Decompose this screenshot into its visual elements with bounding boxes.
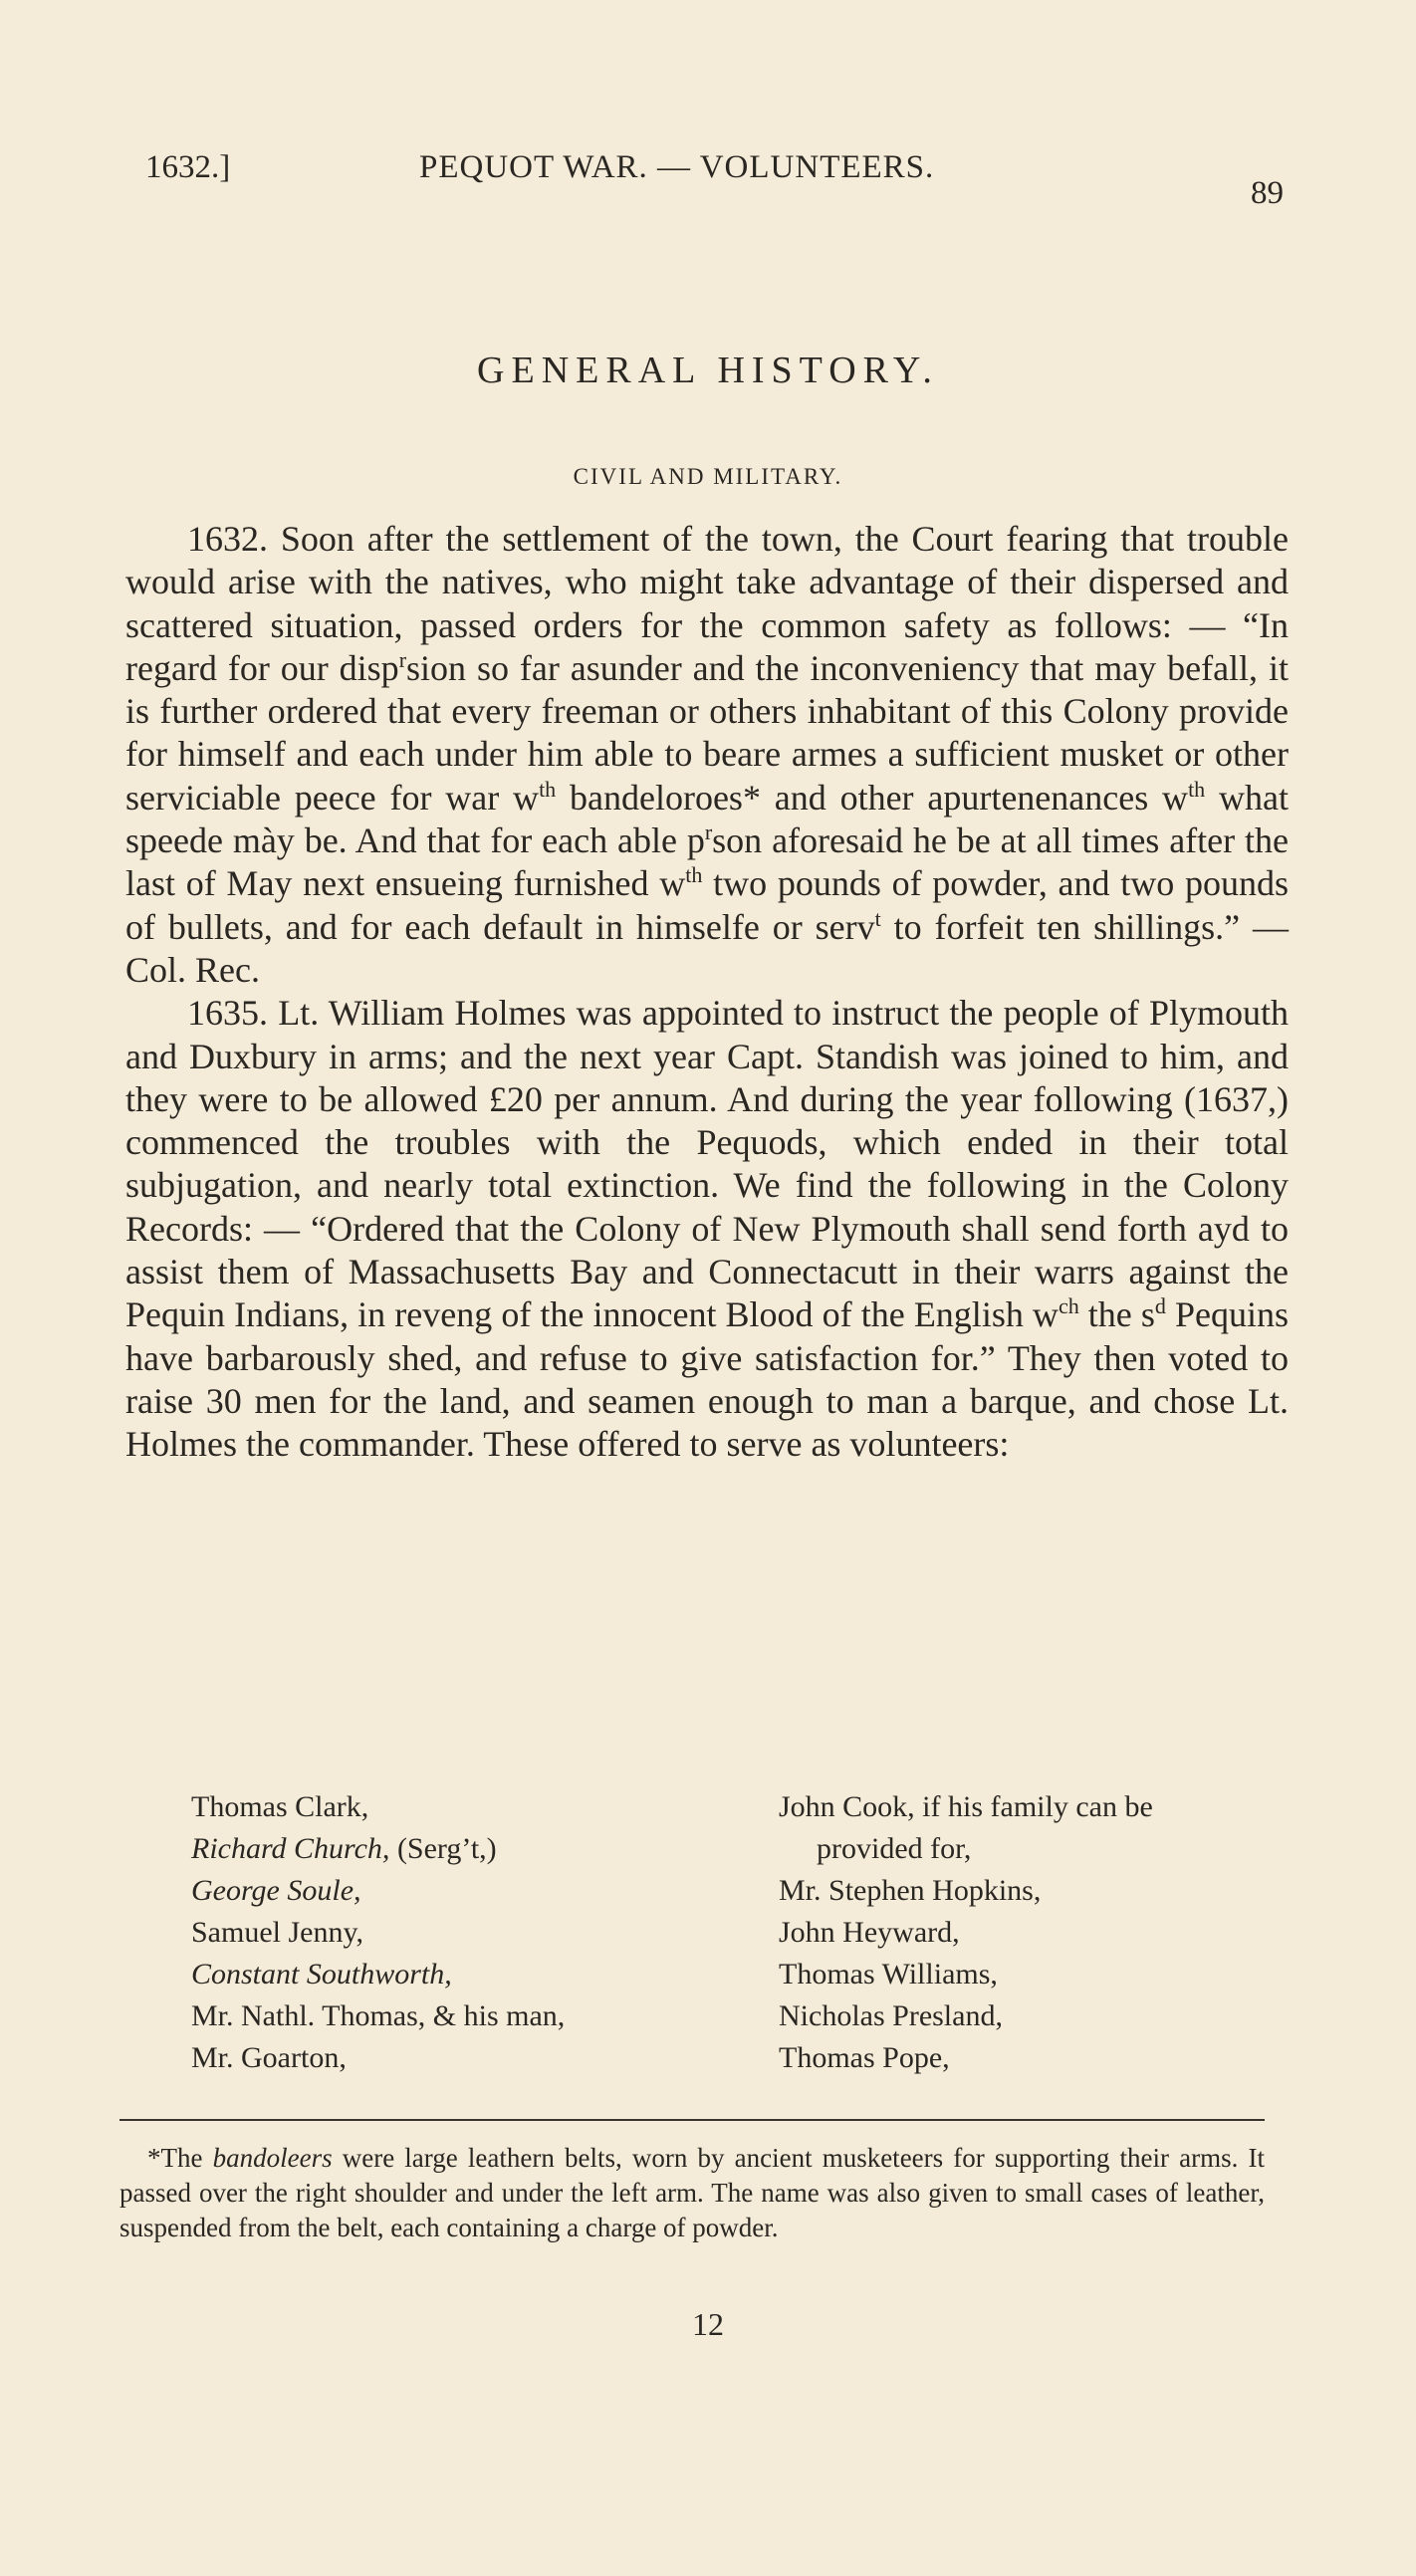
volunteer-name: Thomas Pope, <box>779 2041 950 2074</box>
volunteer-column-left <box>191 1786 749 2079</box>
running-head <box>145 149 1300 209</box>
volunteer-rank: (Serg’t,) <box>389 1832 497 1865</box>
superscript: r <box>398 646 407 672</box>
running-head-year: 1632.] <box>145 149 231 185</box>
paragraph-year: 1632. <box>187 519 268 559</box>
footnote-divider <box>119 2119 1265 2121</box>
volunteer-name: John Cook, if his family can be <box>779 1790 1153 1823</box>
paragraph-text: bandeloroes* and other apurtenenances w <box>556 777 1189 818</box>
superscript: t <box>874 905 881 931</box>
volunteer-name: George Soule, <box>191 1874 361 1907</box>
paragraph-1632 <box>125 518 1289 992</box>
running-head-title: PEQUOT WAR. — VOLUNTEERS. <box>419 149 935 185</box>
footnote <box>119 2141 1265 2245</box>
superscript: th <box>1188 776 1206 802</box>
paragraph-text: to forfeit ten shillings.” — Col. Rec. <box>125 906 1290 990</box>
paragraph-text: Lt. William Holmes was appointed to instruct the people of Plymouth and Duxbury in arms; and the next year Capt. Standish was joined to him, and they were to be allowed £20 per annum. And during the year following (1637,) commenced the troubles with the Pequods, which ended in their total subjugation, and nearly total extinction. We find the following in the Colony Records: — “Ordered that the Colony of New Plymouth shall send forth ayd to assist them of Massachusetts Bay and Connectacutt in their warrs against the Pequin Indians, in reveng of the innocent Blood of the English w <box>125 993 1289 1335</box>
paragraph-1635 <box>125 992 1289 1466</box>
superscript: ch <box>1058 1293 1079 1319</box>
volunteer-name: Mr. Nathl. Thomas, & his man, <box>191 1999 566 2032</box>
volunteer-name-italic: Richard Church, <box>191 1832 390 1865</box>
volunteer-name: Constant Southworth, <box>191 1958 452 1991</box>
body-text <box>125 518 1289 1467</box>
volunteer-name-continuation: provided for, <box>817 1832 972 1865</box>
section-title: GENERAL HISTORY. <box>477 350 939 391</box>
footnote-marker: *The <box>147 2143 213 2173</box>
superscript: d <box>1154 1293 1166 1319</box>
page-number: 89 <box>1251 175 1284 211</box>
superscript: r <box>704 820 713 845</box>
paragraph-text: Soon after the settlement of the town, the Court fearing that trouble would arise with the natives, who might take advantage of their dispersed and scattered situation, passed orders for the common safety as follows: — “In regard for our disp <box>125 519 1289 688</box>
paragraph-text: two pounds of powder, and two pounds of bullets, and for each default in himselfe or serv <box>125 863 1289 947</box>
volunteer-name: John Heyward, <box>779 1916 960 1949</box>
paragraph-text: son aforesaid he be at all times after the last of May next ensueing furnished w <box>125 820 1289 904</box>
volunteer-name: Mr. Goarton, <box>191 2041 347 2074</box>
signature-mark: 12 <box>692 2306 724 2342</box>
section-subtitle: CIVIL AND MILITARY. <box>573 464 843 489</box>
footnote-text <box>119 2141 1265 2245</box>
volunteer-name: Nicholas Presland, <box>779 1999 1003 2032</box>
paragraph-text: the s <box>1078 1294 1155 1335</box>
footnote-body: were large leathern belts, worn by ancient musketeers for supporting their arms. It passed over the right shoulder and under the left arm. The name was also given to small cases of leather, suspended from the belt, each containing a charge of powder. <box>119 2143 1265 2242</box>
volunteer-list <box>191 1786 1306 2095</box>
volunteer-name: Thomas Clark, <box>191 1790 369 1823</box>
paragraph-year: 1635. <box>187 993 268 1034</box>
paragraph-text: what speede mày be. And that for each able p <box>125 777 1289 861</box>
volunteer-name: Mr. Stephen Hopkins, <box>779 1874 1042 1907</box>
volunteer-name: Samuel Jenny, <box>191 1916 364 1949</box>
footnote-term: bandoleers <box>212 2143 333 2173</box>
volunteer-name: Thomas Williams, <box>779 1958 998 1991</box>
paragraph-text: sion so far asunder and the inconveniency that may befall, it is further ordered that every freeman or others inhabitant of this Colony provide for himself and each under him able to beare armes a sufficient musket or other serviciable peece for war w <box>125 647 1289 818</box>
superscript: th <box>539 776 557 802</box>
volunteer-column-right <box>779 1786 1316 2079</box>
paragraph-text: Pequins have barbarously shed, and refuse to give satisfaction for.” They then voted to raise 30 men for the land, and seamen enough to man a barque, and chose Lt. Holmes the commander. These offered to serve as volunteers: <box>125 1294 1290 1465</box>
volunteer-name <box>191 1828 749 1870</box>
superscript: th <box>685 862 703 888</box>
